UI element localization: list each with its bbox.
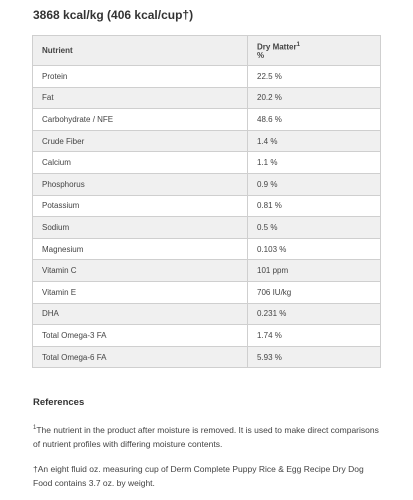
- dry-matter-value-cell: 22.5 %: [248, 66, 381, 88]
- dry-matter-value-cell: 20.2 %: [248, 87, 381, 109]
- dry-matter-value-cell: 0.5 %: [248, 217, 381, 239]
- table-row: [33, 66, 381, 88]
- table-row: [33, 195, 381, 217]
- header-nutrient-label: Nutrient: [42, 46, 73, 55]
- nutrient-table-body: [33, 66, 381, 368]
- table-row: [33, 281, 381, 303]
- nutrient-name-cell: Magnesium: [33, 238, 248, 260]
- header-dry-matter-label: Dry Matter: [257, 42, 297, 52]
- dry-matter-value-cell: 0.9 %: [248, 173, 381, 195]
- nutrient-name-cell: Vitamin E: [33, 281, 248, 303]
- table-row: [33, 173, 381, 195]
- table-row: [33, 87, 381, 109]
- nutrient-name-cell: Sodium: [33, 217, 248, 239]
- dry-matter-value-cell: 48.6 %: [248, 109, 381, 131]
- table-row: [33, 346, 381, 368]
- table-row: [33, 238, 381, 260]
- dry-matter-value-cell: 706 IU/kg: [248, 281, 381, 303]
- nutrient-name-cell: Total Omega-6 FA: [33, 346, 248, 368]
- reference-1-sup: 1: [33, 425, 37, 431]
- table-row: [33, 260, 381, 282]
- dry-matter-value-cell: 101 ppm: [248, 260, 381, 282]
- dry-matter-value-cell: 1.4 %: [248, 130, 381, 152]
- reference-2-text: †An eight fluid oz. measuring cup of Derm Complete Puppy Rice & Egg Recipe Dry Dog Food contains 3.7 oz. by weight.: [33, 464, 364, 488]
- calorie-heading: 3868 kcal/kg (406 kcal/cup†): [33, 8, 194, 22]
- table-row: [33, 217, 381, 239]
- table-row: [33, 109, 381, 131]
- nutrient-name-cell: Crude Fiber: [33, 130, 248, 152]
- table-row: [33, 130, 381, 152]
- nutrient-name-cell: DHA: [33, 303, 248, 325]
- nutrient-name-cell: Phosphorus: [33, 173, 248, 195]
- reference-1: [33, 421, 383, 451]
- header-dry-matter-unit: %: [257, 51, 265, 61]
- references-title: References: [33, 397, 85, 408]
- reference-2: [33, 462, 383, 490]
- dry-matter-value-cell: 5.93 %: [248, 346, 381, 368]
- header-nutrient: [33, 36, 248, 66]
- dry-matter-value-cell: 1.1 %: [248, 152, 381, 174]
- table-row: [33, 325, 381, 347]
- nutrient-name-cell: Protein: [33, 66, 248, 88]
- nutrient-name-cell: Fat: [33, 87, 248, 109]
- header-dry-matter: [248, 36, 381, 66]
- table-header-row: [33, 36, 381, 66]
- dry-matter-value-cell: 0.103 %: [248, 238, 381, 260]
- nutrient-name-cell: Vitamin C: [33, 260, 248, 282]
- table-row: [33, 303, 381, 325]
- reference-1-text: The nutrient in the product after moisture is removed. It is used to make direct comparisons of nutrient profiles with differing moisture contents.: [33, 424, 379, 449]
- nutrient-table: [32, 35, 381, 368]
- nutrient-name-cell: Carbohydrate / NFE: [33, 109, 248, 131]
- nutrient-name-cell: Calcium: [33, 152, 248, 174]
- dry-matter-value-cell: 0.231 %: [248, 303, 381, 325]
- nutrient-name-cell: Total Omega-3 FA: [33, 325, 248, 347]
- table-row: [33, 152, 381, 174]
- nutrient-name-cell: Potassium: [33, 195, 248, 217]
- header-dry-matter-sup: 1: [296, 41, 300, 48]
- dry-matter-value-cell: 1.74 %: [248, 325, 381, 347]
- dry-matter-value-cell: 0.81 %: [248, 195, 381, 217]
